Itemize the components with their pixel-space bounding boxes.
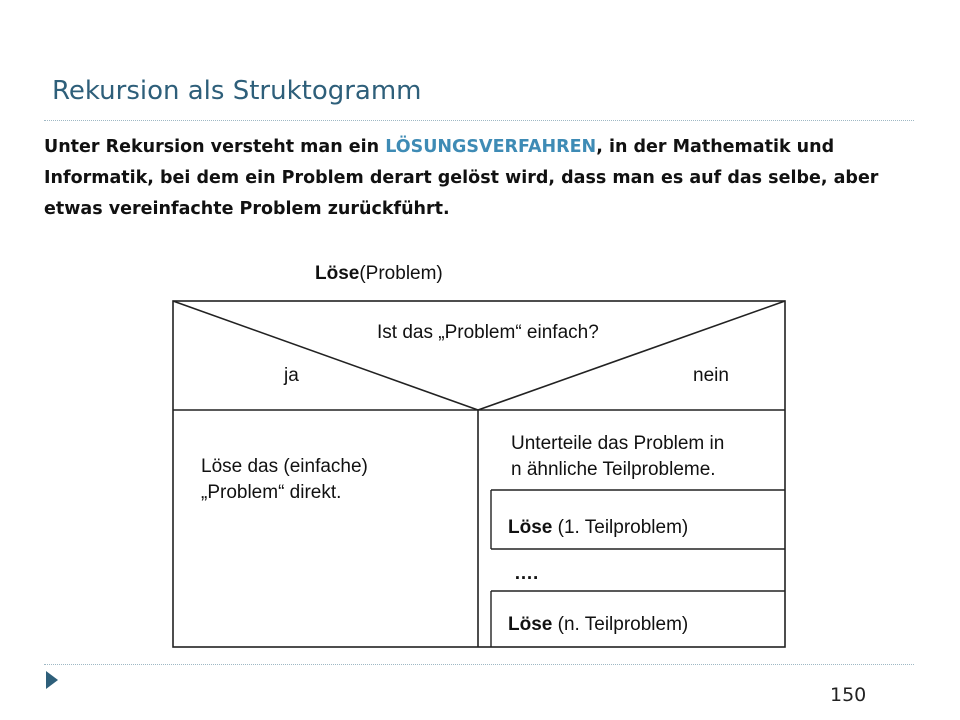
footer-divider	[44, 664, 914, 665]
play-arrow-icon	[46, 671, 58, 689]
header-function-name: Löse	[315, 263, 360, 284]
no-label: nein	[693, 365, 729, 386]
condition-right-diagonal	[478, 301, 785, 410]
yes-action-line2: „Problem“ direkt.	[201, 482, 342, 503]
call-first-function: Löse	[508, 517, 553, 538]
recursive-call-first	[508, 517, 688, 539]
condition-left-diagonal	[173, 301, 478, 410]
ellipsis: ….	[514, 563, 539, 584]
yes-label: ja	[284, 365, 299, 386]
recursive-call-last	[508, 614, 688, 636]
intro-text-start: Unter Rekursion versteht man ein	[44, 137, 386, 157]
call-last-function: Löse	[508, 614, 553, 635]
header-parameter: (Problem)	[359, 263, 443, 284]
no-action-line2: n ähnliche Teilprobleme.	[511, 459, 716, 480]
call-last-param: (n. Teilproblem)	[557, 614, 689, 635]
slide-title: Rekursion als Struktogramm	[52, 76, 422, 106]
call-first-param: (1. Teilproblem)	[557, 517, 689, 538]
no-action-line1: Unterteile das Problem in	[511, 433, 725, 454]
yes-action-line1: Löse das (einfache)	[201, 456, 368, 477]
condition-label: Ist das „Problem“ einfach?	[377, 322, 599, 343]
page-number: 150	[830, 684, 867, 706]
intro-text-end: , in der Mathematik und Informatik, bei dem ein Problem derart gelöst wird, dass man es auf das selbe, aber etwas vereinfachte Problem zurückführt.	[44, 137, 879, 219]
intro-highlight: LÖSUNGSVERFAHREN	[385, 137, 597, 157]
